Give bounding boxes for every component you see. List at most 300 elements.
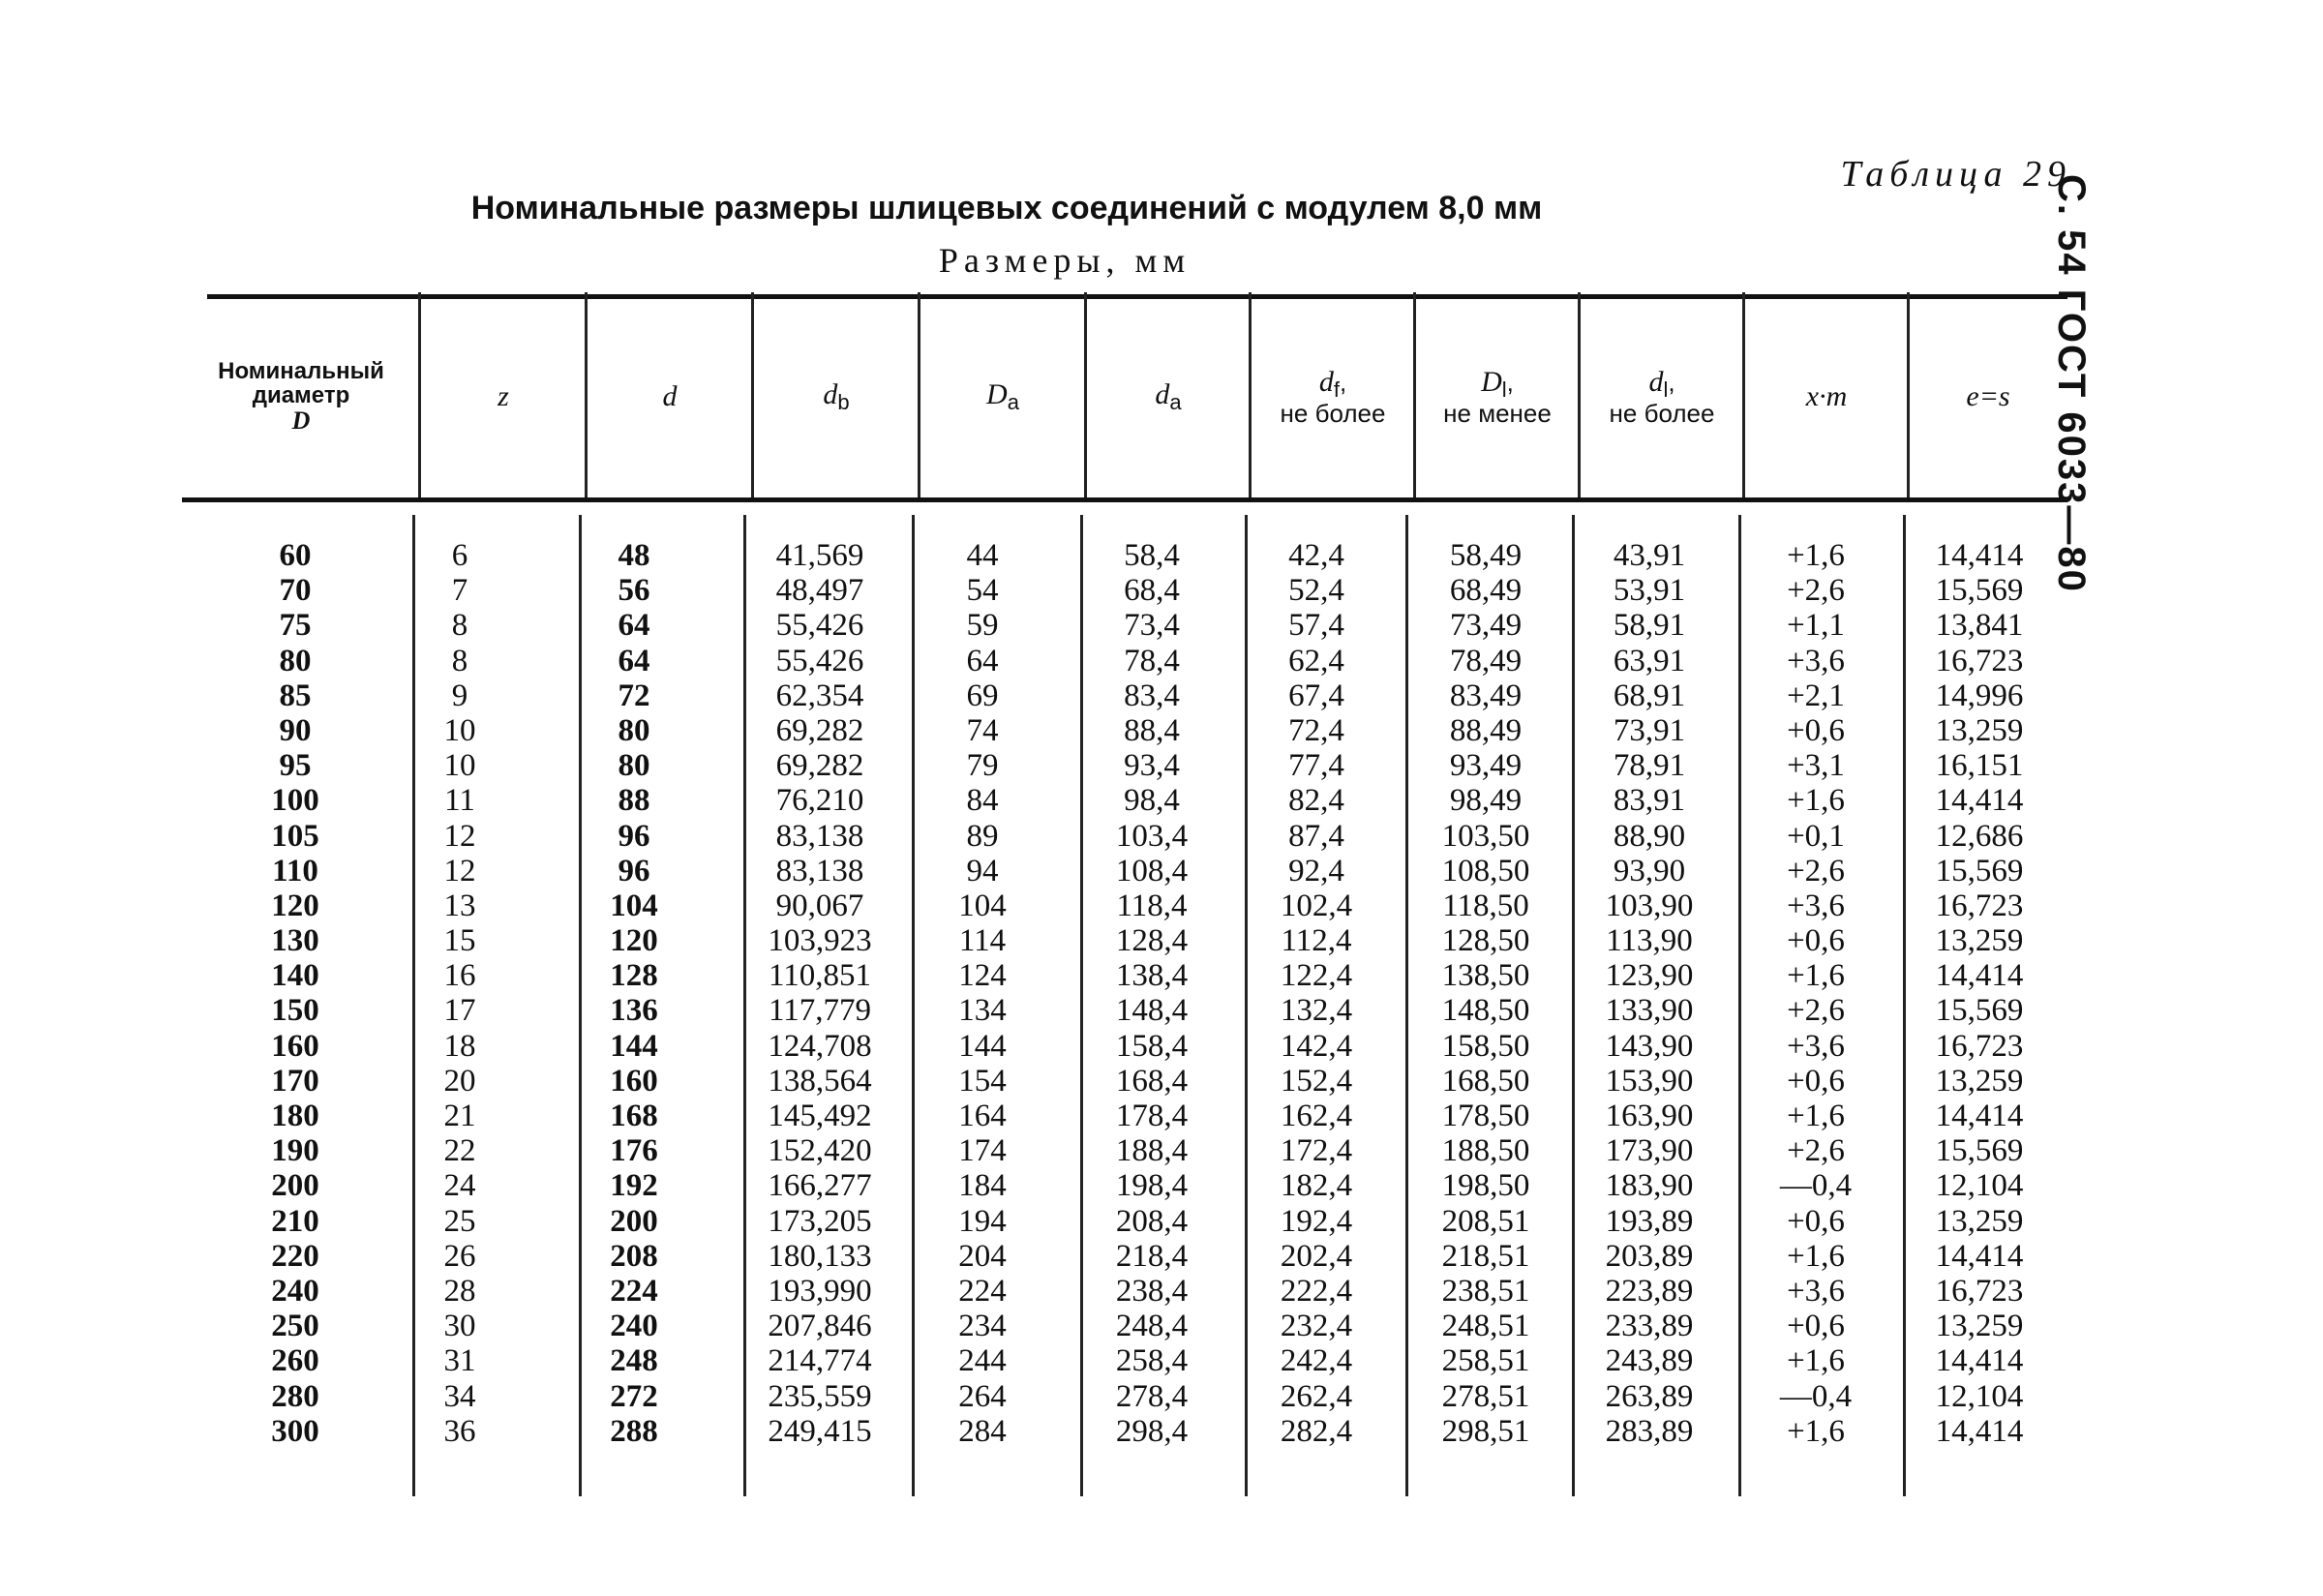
cell-Da: 174	[958, 1133, 1007, 1169]
header-dl-symbol: d	[1648, 365, 1664, 398]
cell-xm: +0,6	[1787, 1203, 1845, 1239]
cell-es: 13,259	[1935, 712, 2024, 748]
header-da	[1088, 300, 1249, 494]
cell-Da: 224	[958, 1273, 1007, 1309]
cell-xm: +0,1	[1787, 818, 1845, 854]
cell-dl: 58,91	[1613, 608, 1686, 644]
cell-D: 280	[271, 1378, 319, 1414]
cell-df: 87,4	[1288, 818, 1344, 854]
cell-df: 122,4	[1280, 958, 1353, 994]
cell-d: 288	[610, 1413, 658, 1449]
column-z	[397, 538, 523, 1449]
cell-Da: 164	[958, 1099, 1007, 1133]
cell-xm: +3,6	[1787, 643, 1845, 678]
cell-es: 13,259	[1935, 1063, 2024, 1099]
header-divider	[1742, 292, 1745, 497]
cell-D: 140	[271, 958, 319, 994]
cell-da: 98,4	[1124, 783, 1180, 819]
cell-z: 16	[443, 958, 476, 994]
header-Dl-note: не менее	[1443, 398, 1552, 428]
cell-xm: +0,6	[1787, 923, 1845, 959]
table-title: Номинальные размеры шлицевых соединений с модулем 8,0 мм	[470, 190, 1543, 226]
cell-Da: 89	[966, 818, 999, 854]
column-divider	[1245, 515, 1248, 1496]
cell-Dl: 208,51	[1441, 1203, 1530, 1239]
cell-df: 142,4	[1280, 1028, 1353, 1064]
cell-D: 190	[271, 1133, 319, 1169]
cell-z: 22	[443, 1133, 476, 1169]
header-nominal-symbol: D	[291, 406, 311, 435]
cell-z: 31	[443, 1343, 476, 1379]
cell-xm: +1,6	[1787, 1413, 1845, 1449]
cell-Dl: 138,50	[1441, 958, 1530, 994]
cell-Da: 114	[958, 923, 1007, 959]
cell-xm: +2,6	[1787, 993, 1845, 1029]
cell-es: 16,723	[1935, 888, 2024, 923]
cell-D: 130	[271, 923, 319, 959]
cell-da: 168,4	[1115, 1063, 1189, 1099]
cell-Da: 94	[966, 853, 999, 888]
cell-db: 69,282	[775, 712, 864, 748]
cell-d: 224	[610, 1273, 658, 1309]
header-df: $d_f$, не более	[1280, 365, 1386, 428]
cell-D: 170	[271, 1063, 319, 1099]
cell-d: 192	[610, 1168, 658, 1204]
cell-z: 12	[443, 853, 476, 888]
cell-d: 200	[610, 1203, 658, 1239]
cell-Dl: 278,51	[1441, 1378, 1530, 1414]
cell-Dl: 83,49	[1449, 678, 1523, 713]
cell-db: 173,205	[768, 1203, 872, 1239]
cell-db: 62,354	[775, 678, 864, 713]
header-Da-symbol: D	[986, 378, 1008, 411]
cell-dl: 263,89	[1605, 1378, 1694, 1414]
cell-es: 14,414	[1935, 958, 2024, 994]
cell-es: 14,996	[1935, 678, 2024, 713]
cell-d: 240	[610, 1309, 658, 1344]
cell-d: 72	[618, 678, 650, 713]
header-da-sub: a	[1169, 390, 1182, 415]
cell-Da: 264	[958, 1378, 1007, 1414]
cell-df: 192,4	[1280, 1203, 1353, 1239]
header-df-sub: f	[1333, 376, 1340, 402]
cell-db: 152,420	[768, 1133, 872, 1169]
cell-da: 128,4	[1115, 923, 1189, 959]
cell-Dl: 188,50	[1441, 1133, 1530, 1169]
header-nominal-diameter	[190, 300, 412, 494]
cell-Dl: 298,51	[1441, 1413, 1530, 1449]
cell-D: 70	[279, 573, 312, 609]
cell-d: 96	[618, 818, 650, 854]
cell-da: 83,4	[1124, 678, 1180, 713]
cell-z: 18	[443, 1028, 476, 1064]
cell-es: 13,259	[1935, 923, 2024, 959]
header-Da-sub: a	[1007, 390, 1019, 415]
cell-dl: 243,89	[1605, 1343, 1694, 1379]
cell-df: 72,4	[1288, 712, 1344, 748]
header-d	[588, 300, 751, 494]
cell-dl: 83,91	[1613, 783, 1686, 819]
cell-xm: +0,6	[1787, 1063, 1845, 1099]
cell-db: 166,277	[768, 1168, 872, 1204]
cell-df: 222,4	[1280, 1273, 1353, 1309]
cell-Da: 194	[958, 1203, 1007, 1239]
cell-dl: 63,91	[1613, 643, 1686, 678]
cell-d: 104	[610, 888, 658, 923]
column-divider	[1738, 515, 1741, 1496]
cell-Da: 184	[958, 1168, 1007, 1204]
page-label: С. 54 ГОСТ 6033—80	[2050, 174, 2093, 593]
cell-df: 62,4	[1288, 643, 1344, 678]
cell-Dl: 88,49	[1449, 712, 1523, 748]
cell-xm: —0,4	[1779, 1168, 1853, 1204]
cell-xm: —0,4	[1779, 1378, 1853, 1414]
cell-es: 12,104	[1935, 1378, 2024, 1414]
cell-Da: 54	[966, 573, 999, 609]
cell-d: 248	[610, 1343, 658, 1379]
cell-es: 12,686	[1935, 818, 2024, 854]
cell-da: 158,4	[1115, 1028, 1189, 1064]
cell-dl: 93,90	[1613, 853, 1686, 888]
cell-da: 103,4	[1115, 818, 1189, 854]
cell-Da: 154	[958, 1063, 1007, 1099]
header-divider	[1084, 292, 1087, 497]
cell-Dl: 248,51	[1441, 1309, 1530, 1344]
cell-dl: 113,90	[1606, 923, 1693, 959]
header-divider	[1907, 292, 1910, 497]
column-d	[571, 538, 697, 1449]
cell-xm: +1,6	[1787, 1238, 1845, 1274]
cell-Da: 284	[958, 1413, 1007, 1449]
cell-D: 90	[279, 712, 312, 748]
cell-z: 30	[443, 1309, 476, 1344]
cell-xm: +1,6	[1787, 1343, 1845, 1379]
cell-df: 92,4	[1288, 853, 1344, 888]
cell-D: 75	[279, 608, 312, 644]
cell-da: 78,4	[1124, 643, 1180, 678]
cell-D: 180	[271, 1099, 319, 1133]
cell-df: 172,4	[1280, 1133, 1353, 1169]
cell-xm: +1,1	[1787, 608, 1845, 644]
cell-es: 14,414	[1935, 1099, 2024, 1133]
cell-d: 80	[618, 712, 650, 748]
cell-df: 282,4	[1280, 1413, 1353, 1449]
cell-z: 24	[443, 1168, 476, 1204]
column-divider	[1903, 515, 1906, 1496]
cell-df: 112,4	[1281, 923, 1352, 959]
cell-d: 88	[618, 783, 650, 819]
cell-da: 118,4	[1116, 888, 1188, 923]
cell-da: 93,4	[1124, 748, 1180, 784]
table-number: Таблица 29	[1840, 154, 2071, 195]
cell-d: 80	[618, 748, 650, 784]
header-es-symbol: e=s	[1966, 380, 2010, 413]
cell-es: 14,414	[1935, 1238, 2024, 1274]
cell-z: 8	[451, 643, 468, 678]
cell-z: 26	[443, 1238, 476, 1274]
cell-d: 128	[610, 958, 658, 994]
cell-es: 13,841	[1935, 608, 2024, 644]
cell-es: 13,259	[1935, 1203, 2024, 1239]
cell-db: 145,492	[768, 1099, 872, 1133]
header-divider	[418, 292, 421, 497]
cell-Da: 144	[958, 1028, 1007, 1064]
cell-da: 188,4	[1115, 1133, 1189, 1169]
cell-dl: 68,91	[1613, 678, 1686, 713]
header-xm-symbol: x·m	[1805, 380, 1848, 413]
cell-db: 214,774	[768, 1343, 872, 1379]
cell-z: 34	[443, 1378, 476, 1414]
cell-es: 12,104	[1935, 1168, 2024, 1204]
cell-D: 85	[279, 678, 312, 713]
cell-dl: 143,90	[1605, 1028, 1694, 1064]
cell-d: 120	[610, 923, 658, 959]
cell-dl: 283,89	[1605, 1413, 1694, 1449]
cell-es: 16,723	[1935, 1273, 2024, 1309]
cell-d: 96	[618, 853, 650, 888]
header-divider	[1413, 292, 1416, 497]
cell-D: 105	[271, 818, 319, 854]
cell-da: 238,4	[1115, 1273, 1189, 1309]
cell-df: 102,4	[1280, 888, 1353, 923]
cell-z: 12	[443, 818, 476, 854]
cell-Dl: 93,49	[1449, 748, 1523, 784]
cell-Da: 74	[966, 712, 999, 748]
cell-da: 88,4	[1124, 712, 1180, 748]
column-nominal-diameter	[223, 538, 368, 1449]
cell-d: 176	[610, 1133, 658, 1169]
header-Dl: $D_l$, не менее	[1443, 365, 1552, 428]
cell-Da: 204	[958, 1238, 1007, 1274]
header-z-symbol: z	[498, 380, 509, 413]
cell-Dl: 118,50	[1442, 888, 1529, 923]
cell-dl: 203,89	[1605, 1238, 1694, 1274]
header-divider	[1249, 292, 1252, 497]
cell-da: 298,4	[1115, 1413, 1189, 1449]
cell-Da: 124	[958, 958, 1007, 994]
cell-D: 150	[271, 993, 319, 1029]
cell-db: 207,846	[768, 1309, 872, 1344]
cell-da: 278,4	[1115, 1378, 1189, 1414]
cell-df: 132,4	[1280, 993, 1353, 1029]
cell-z: 13	[443, 888, 476, 923]
cell-xm: +3,6	[1787, 888, 1845, 923]
cell-es: 16,151	[1935, 748, 2024, 784]
cell-da: 138,4	[1115, 958, 1189, 994]
header-z	[422, 300, 585, 494]
cell-d: 160	[610, 1063, 658, 1099]
cell-D: 120	[271, 888, 319, 923]
cell-D: 95	[279, 748, 312, 784]
cell-z: 8	[451, 608, 468, 644]
column-divider	[1572, 515, 1575, 1496]
cell-es: 16,723	[1935, 1028, 2024, 1064]
cell-es: 15,569	[1935, 573, 2024, 609]
cell-es: 14,414	[1935, 1343, 2024, 1379]
cell-d: 64	[618, 608, 650, 644]
header-Dl-sub: l	[1501, 376, 1507, 402]
header-d-symbol: d	[662, 380, 678, 413]
cell-db: 249,415	[768, 1413, 872, 1449]
cell-db: 76,210	[775, 783, 864, 819]
cell-db: 103,923	[768, 923, 872, 959]
cell-Dl: 218,51	[1441, 1238, 1530, 1274]
cell-db: 117,779	[768, 993, 872, 1029]
cell-df: 82,4	[1288, 783, 1344, 819]
cell-Dl: 238,51	[1441, 1273, 1530, 1309]
column-Da	[920, 538, 1045, 1449]
cell-D: 220	[271, 1238, 319, 1274]
header-db	[755, 300, 918, 494]
column-db	[738, 538, 902, 1449]
cell-D: 240	[271, 1273, 319, 1309]
cell-xm: +3,6	[1787, 1273, 1845, 1309]
header-divider	[585, 292, 588, 497]
cell-D: 80	[279, 643, 312, 678]
header-df-symbol: d	[1318, 365, 1334, 398]
cell-d: 56	[618, 573, 650, 609]
cell-db: 180,133	[768, 1238, 872, 1274]
cell-Dl: 73,49	[1449, 608, 1523, 644]
cell-D: 250	[271, 1309, 319, 1344]
cell-db: 83,138	[775, 818, 864, 854]
cell-z: 9	[451, 678, 468, 713]
cell-df: 242,4	[1280, 1343, 1353, 1379]
cell-z: 20	[443, 1063, 476, 1099]
cell-dl: 233,89	[1605, 1309, 1694, 1344]
column-divider	[912, 515, 915, 1496]
cell-es: 14,414	[1935, 1413, 2024, 1449]
cell-z: 6	[451, 538, 468, 573]
cell-df: 57,4	[1288, 608, 1344, 644]
column-da	[1084, 538, 1220, 1449]
cell-da: 68,4	[1124, 573, 1180, 609]
cell-df: 182,4	[1280, 1168, 1353, 1204]
cell-d: 64	[618, 643, 650, 678]
cell-Dl: 148,50	[1441, 993, 1530, 1029]
cell-z: 10	[443, 748, 476, 784]
cell-da: 58,4	[1124, 538, 1180, 573]
cell-Dl: 108,50	[1441, 853, 1530, 888]
cell-Dl: 128,50	[1441, 923, 1530, 959]
cell-df: 262,4	[1280, 1378, 1353, 1414]
cell-d: 144	[610, 1028, 658, 1064]
cell-Da: 244	[958, 1343, 1007, 1379]
cell-da: 178,4	[1115, 1099, 1189, 1133]
cell-dl: 173,90	[1605, 1133, 1694, 1169]
cell-da: 108,4	[1115, 853, 1189, 888]
cell-D: 200	[271, 1168, 319, 1204]
cell-Da: 59	[966, 608, 999, 644]
cell-es: 15,569	[1935, 1133, 2024, 1169]
cell-Dl: 68,49	[1449, 573, 1523, 609]
cell-Dl: 168,50	[1441, 1063, 1530, 1099]
cell-Da: 234	[958, 1309, 1007, 1344]
cell-Dl: 198,50	[1441, 1168, 1530, 1204]
header-dl-sub: l	[1663, 376, 1669, 402]
header-dl: $d_l$, не более	[1609, 365, 1715, 428]
cell-db: 110,851	[768, 958, 872, 994]
cell-db: 193,990	[768, 1273, 872, 1309]
cell-xm: +0,6	[1787, 712, 1845, 748]
cell-df: 67,4	[1288, 678, 1344, 713]
cell-dl: 193,89	[1605, 1203, 1694, 1239]
header-db-sub: b	[837, 390, 850, 415]
cell-db: 69,282	[775, 748, 864, 784]
cell-d: 272	[610, 1378, 658, 1414]
cell-da: 258,4	[1115, 1343, 1189, 1379]
cell-da: 208,4	[1115, 1203, 1189, 1239]
header-bottom-rule	[182, 497, 2067, 502]
cell-db: 55,426	[775, 608, 864, 644]
cell-da: 218,4	[1115, 1238, 1189, 1274]
header-db-symbol: d	[823, 378, 838, 411]
cell-es: 14,414	[1935, 783, 2024, 819]
header-nominal-line2: диаметр	[252, 381, 350, 408]
units-label: Размеры, мм	[938, 241, 1192, 280]
header-divider	[1578, 292, 1581, 497]
cell-dl: 133,90	[1605, 993, 1694, 1029]
cell-xm: +1,6	[1787, 1099, 1845, 1133]
cell-D: 60	[279, 538, 312, 573]
header-dl-note: не более	[1609, 398, 1715, 428]
cell-Da: 134	[958, 993, 1007, 1029]
cell-db: 41,569	[775, 538, 864, 573]
cell-es: 15,569	[1935, 993, 2024, 1029]
cell-z: 15	[443, 923, 476, 959]
cell-d: 208	[610, 1238, 658, 1274]
cell-z: 25	[443, 1203, 476, 1239]
column-df	[1249, 538, 1384, 1449]
column-divider	[1080, 515, 1083, 1496]
cell-da: 73,4	[1124, 608, 1180, 644]
cell-df: 52,4	[1288, 573, 1344, 609]
cell-db: 83,138	[775, 853, 864, 888]
cell-es: 15,569	[1935, 853, 2024, 888]
cell-db: 90,067	[775, 888, 864, 923]
cell-Da: 84	[966, 783, 999, 819]
cell-d: 136	[610, 993, 658, 1029]
cell-df: 202,4	[1280, 1238, 1353, 1274]
header-es	[1911, 300, 2066, 494]
cell-d: 48	[618, 538, 650, 573]
cell-Da: 69	[966, 678, 999, 713]
cell-xm: +0,6	[1787, 1309, 1845, 1344]
header-Dl-symbol: D	[1481, 365, 1502, 398]
cell-dl: 183,90	[1605, 1168, 1694, 1204]
column-xm	[1748, 538, 1884, 1449]
cell-z: 7	[451, 573, 468, 609]
header-divider	[918, 292, 920, 497]
cell-xm: +1,6	[1787, 783, 1845, 819]
column-es	[1907, 538, 2052, 1449]
cell-D: 110	[272, 853, 318, 888]
cell-da: 198,4	[1115, 1168, 1189, 1204]
cell-Da: 79	[966, 748, 999, 784]
header-divider	[751, 292, 754, 497]
header-da-symbol: d	[1155, 378, 1170, 411]
cell-D: 300	[271, 1413, 319, 1449]
cell-xm: +1,6	[1787, 538, 1845, 573]
cell-db: 48,497	[775, 573, 864, 609]
cell-dl: 78,91	[1613, 748, 1686, 784]
cell-df: 162,4	[1280, 1099, 1353, 1133]
cell-z: 17	[443, 993, 476, 1029]
cell-Da: 104	[958, 888, 1007, 923]
header-xm	[1746, 300, 1907, 494]
column-divider	[1405, 515, 1408, 1496]
header-nominal-line1: Номинальный	[218, 357, 384, 384]
